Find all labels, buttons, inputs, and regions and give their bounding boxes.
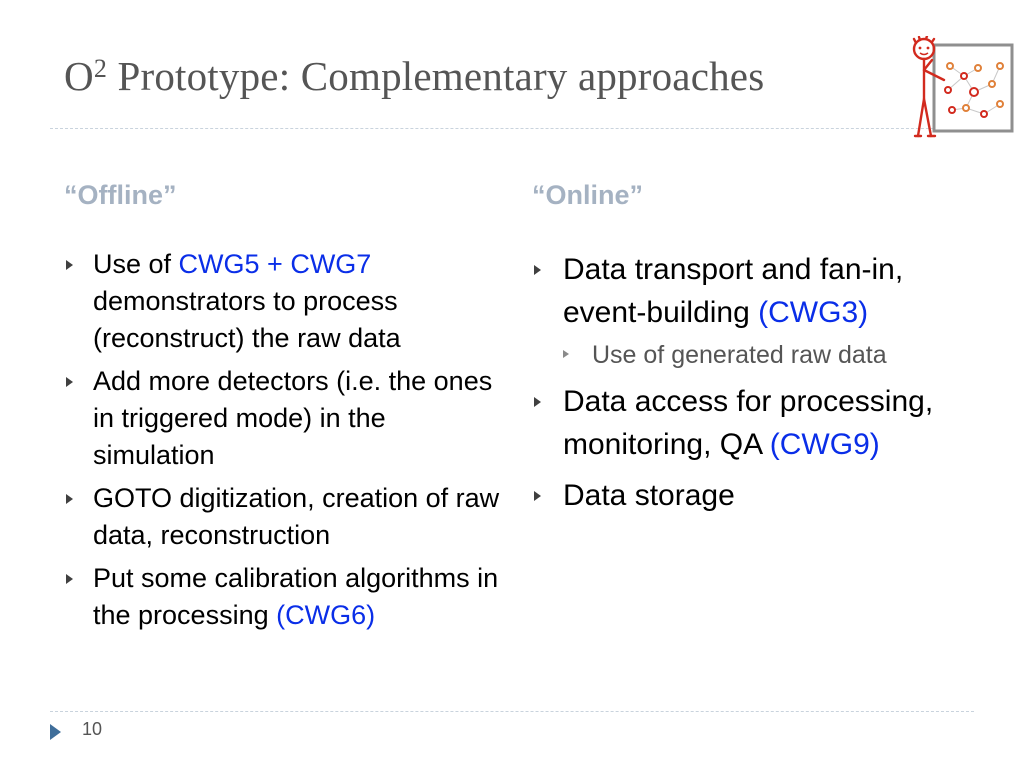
footer-arrow-icon: [50, 724, 61, 740]
bullet-arrow-icon: [563, 350, 569, 358]
bullet-arrow-icon: [534, 265, 541, 275]
title-rest: Prototype: Complementary approaches: [107, 53, 765, 99]
bullet-arrow-icon: [534, 491, 541, 501]
online-sub-bullet-list: [563, 338, 982, 372]
slide-title: [64, 52, 764, 100]
offline-heading: “Offline”: [64, 180, 177, 210]
online-bullet-1: [532, 248, 982, 372]
offline-bullet-4: [64, 560, 504, 634]
title-superscript: 2: [93, 54, 108, 83]
bullet-arrow-icon: [66, 494, 73, 504]
page-number: 10: [82, 719, 103, 739]
bullet-text: GOTO digitization, creation of raw data, reconstruction: [93, 483, 500, 550]
bullet-highlight: (CWG6): [276, 600, 376, 630]
offline-bullet-1: [64, 246, 504, 357]
bullet-highlight: CWG5 + CWG7: [178, 249, 372, 279]
offline-bullet-list: [64, 246, 504, 640]
title-divider: [50, 128, 974, 129]
bullet-text: Data storage: [563, 479, 735, 512]
bullet-highlight: (CWG3): [758, 296, 869, 329]
bullet-text: Data access for processing, monitoring, QA: [563, 385, 934, 461]
bullet-arrow-icon: [66, 260, 73, 270]
bullet-arrow-icon: [534, 397, 541, 407]
offline-bullet-3: [64, 480, 504, 554]
online-bullet-list: [532, 248, 982, 525]
bullet-text: Data transport and fan-in, event-building: [563, 253, 904, 329]
title-main: O: [64, 53, 94, 99]
online-bullet-2: [532, 380, 982, 466]
bullet-arrow-icon: [66, 574, 73, 584]
online-bullet-3: [532, 474, 982, 517]
offline-bullet-2: [64, 363, 504, 474]
bullet-text: Use of: [93, 249, 179, 279]
bullet-highlight: (CWG9): [769, 428, 880, 461]
online-heading: “Online”: [532, 180, 644, 210]
bullet-arrow-icon: [66, 377, 73, 387]
bullet-text: Add more detectors (i.e. the ones in triggered mode) in the simulation: [93, 366, 493, 470]
bullet-text: Put some calibration algorithms in the processing: [93, 563, 499, 630]
footer-divider: [50, 711, 974, 712]
bullet-text: demonstrators to process (reconstruct) the raw data: [93, 286, 401, 353]
bullet-text: Use of generated raw data: [592, 341, 887, 369]
online-sub-bullet-1: [563, 338, 982, 372]
presenter-board-icon: [904, 36, 1016, 146]
